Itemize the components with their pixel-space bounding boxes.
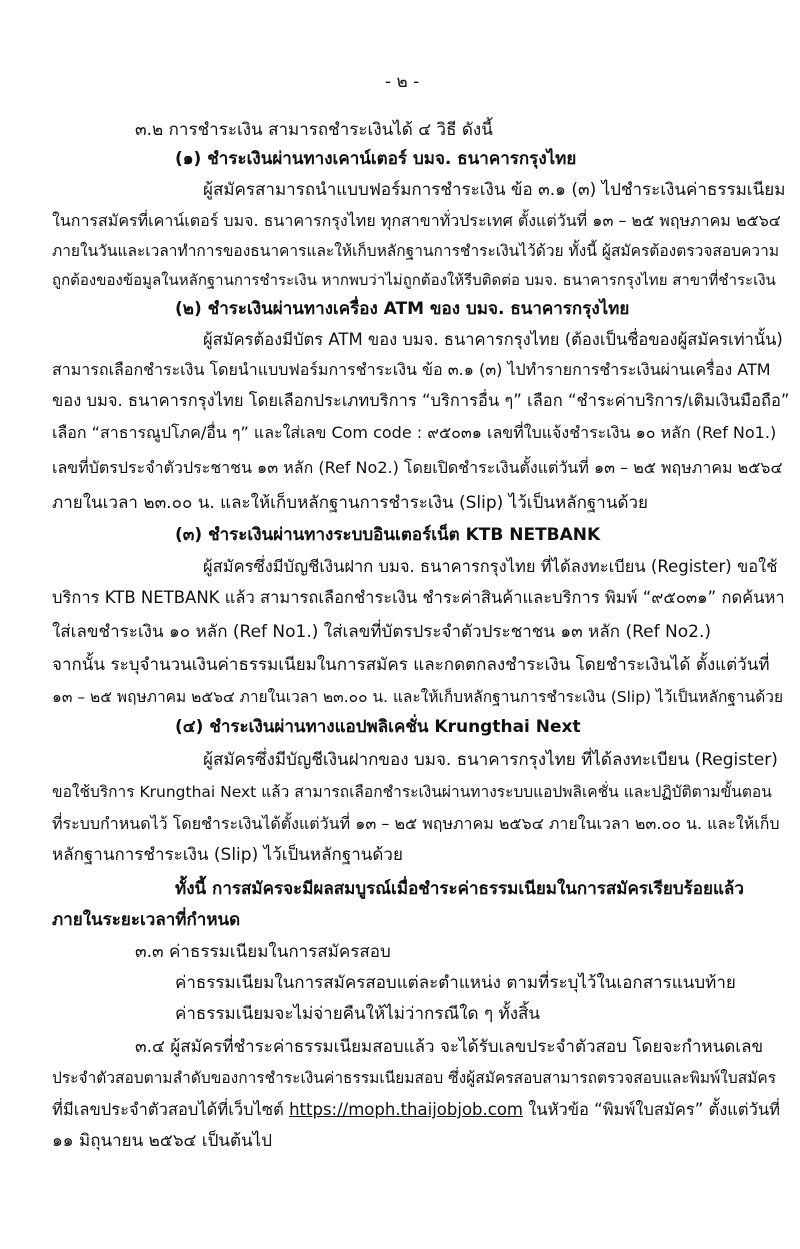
method-1-title: (๑) ชำระเงินผ่านทางเคาน์เตอร์ บมจ. ธนาคารกรุงไทย [175, 149, 577, 169]
section-3-3-line: ค่าธรรมเนียมจะไม่จ่ายคืนให้ไม่ว่ากรณีใด ๆ ทั้งสิ้น [175, 1004, 541, 1024]
method-4-line: ขอใช้บริการ Krungthai Next แล้ว สามารถเลือกชำระเงินผ่านทางระบบแอปพลิเคชั่น และปฏิบัติตามขั้นตอน [52, 783, 772, 801]
section-3-3-line: ค่าธรรมเนียมในการสมัครสอบแต่ละตำแหน่ง ตามที่ระบุไว้ในเอกสารแนบท้าย [175, 973, 736, 993]
method-2-line: เลือก “สาธารณูปโภค/อื่น ๆ” และใส่เลข Com code : ๙๕๐๓๑ เลขที่ใบแจ้งชำระเงิน ๑๐ หลัก (Ref No1.) [52, 423, 777, 442]
method-2-line: ของ บมจ. ธนาคารกรุงไทย โดยเลือกประเภทบริการ “บริการอื่น ๆ” เลือก “ชำระค่าบริการ/เติมเงินมือถือ” [52, 391, 790, 410]
website-label: ที่มีเลขประจำตัวสอบได้ที่เว็บไซต์ [52, 1100, 284, 1119]
section-3-4-line: ๑๑ มิถุนายน ๒๕๖๔ เป็นต้นไป [52, 1131, 272, 1151]
method-1-line: ภายในวันและเวลาทำการของธนาคารและให้เก็บหลักฐานการชำระเงินไว้ด้วย ทั้งนี้ ผู้สมัครต้องตรวจสอบความ [52, 242, 780, 260]
page-number: - ๒ - [385, 72, 420, 92]
section-3-3-heading: ๓.๓ ค่าธรรมเนียมในการสมัครสอบ [135, 942, 391, 962]
website-suffix: ในหัวข้อ “พิมพ์ใบสมัคร” ตั้งแต่วันที่ [528, 1100, 781, 1119]
section-3-4-line: ประจำตัวสอบตามลำดับของการชำระเงินค่าธรรมเนียมสอบ ซึ่งผู้สมัครสอบสามารถตรวจสอบและพิมพ์ใบสมัคร [52, 1069, 777, 1087]
method-4-line: หลักฐานการชำระเงิน (Slip) ไว้เป็นหลักฐานด้วย [52, 845, 403, 865]
method-4-title: (๔) ชำระเงินผ่านทางแอปพลิเคชั่น Krungthai Next [175, 717, 581, 737]
method-3-line: ผู้สมัครซึ่งมีบัญชีเงินฝาก บมจ. ธนาคารกรุงไทย ที่ได้ลงทะเบียน (Register) ขอใช้ [203, 557, 778, 576]
method-3-line: ใส่เลขชำระเงิน ๑๐ หลัก (Ref No1.) ใส่เลขที่บัตรประจำตัวประชาชน ๑๓ หลัก (Ref No2.) [52, 622, 711, 642]
method-2-line: ภายในเวลา ๒๓.๐๐ น. และให้เก็บหลักฐานการชำระเงิน (Slip) ไว้เป็นหลักฐานด้วย [52, 493, 649, 513]
method-3-line: จากนั้น ระบุจำนวนเงินค่าธรรมเนียมในการสมัคร และกดตกลงชำระเงิน โดยชำระเงินได้ ตั้งแต่วันที่ [52, 655, 770, 675]
method-1-line: ถูกต้องของข้อมูลในหลักฐานการชำระเงิน หากพบว่าไม่ถูกต้องให้รีบติดต่อ บมจ. ธนาคารกรุงไทย สาขาที่ชำระเงิน [52, 271, 776, 289]
website-link[interactable]: https://moph.thaijobjob.com [289, 1100, 523, 1119]
method-3-line: ๑๓ – ๒๕ พฤษภาคม ๒๕๖๔ ภายในเวลา ๒๓.๐๐ น. และให้เก็บหลักฐานการชำระเงิน (Slip) ไว้เป็นหลักฐานด้วย [52, 688, 784, 706]
method-3-title: (๓) ชำระเงินผ่านทางระบบอินเตอร์เน็ต KTB NETBANK [175, 525, 601, 545]
method-4-line: ที่ระบบกำหนดไว้ โดยชำระเงินได้ตั้งแต่วันที่ ๑๓ – ๒๕ พฤษภาคม ๒๕๖๔ ภายในเวลา ๒๓.๐๐ น. และให้เก็บ [52, 814, 780, 833]
method-3-line: บริการ KTB NETBANK แล้ว สามารถเลือกชำระเงิน ชำระค่าสินค้าและบริการ พิมพ์ “๙๕๐๓๑” กดค้นหา [52, 588, 785, 607]
section-3-4-line: ๓.๔ ผู้สมัครที่ชำระค่าธรรมเนียมสอบแล้ว จะได้รับเลขประจำตัวสอบ โดยจะกำหนดเลข [135, 1037, 764, 1057]
method-4-line: ผู้สมัครซึ่งมีบัญชีเงินฝากของ บมจ. ธนาคารกรุงไทย ที่ได้ลงทะเบียน (Register) [203, 750, 778, 770]
section-3-2-heading: ๓.๒ การชำระเงิน สามารถชำระเงินได้ ๔ วิธี ดังนี้ [135, 120, 493, 140]
method-2-line: สามารถเลือกชำระเงิน โดยนำแบบฟอร์มการชำระเงิน ข้อ ๓.๑ (๓) ไปทำรายการชำระเงินผ่านเครื่อง ATM [52, 360, 771, 379]
completion-note: ภายในระยะเวลาที่กำหนด [52, 910, 241, 930]
completion-note: ทั้งนี้ การสมัครจะมีผลสมบูรณ์เมื่อชำระค่าธรรมเนียมในการสมัครเรียบร้อยแล้ว [175, 879, 744, 899]
method-2-line: เลขที่บัตรประจำตัวประชาชน ๑๓ หลัก (Ref No2.) โดยเปิดชำระเงินตั้งแต่วันที่ ๑๓ – ๒๕ พฤษภาคม ๒๕๖๔ [52, 458, 783, 477]
method-1-line: ในการสมัครที่เคาน์เตอร์ บมจ. ธนาคารกรุงไทย ทุกสาขาทั่วประเทศ ตั้งแต่วันที่ ๑๓ – ๒๕ พฤษภาคม ๒๕๖๔ [52, 211, 781, 230]
method-2-title: (๒) ชำระเงินผ่านทางเครื่อง ATM ของ บมจ. ธนาคารกรุงไทย [175, 299, 630, 319]
section-3-4-line [52, 1099, 780, 1121]
method-2-line: ผู้สมัครต้องมีบัตร ATM ของ บมจ. ธนาคารกรุงไทย (ต้องเป็นชื่อของผู้สมัครเท่านั้น) [203, 330, 783, 349]
method-1-line: ผู้สมัครสามารถนำแบบฟอร์มการชำระเงิน ข้อ ๓.๑ (๓) ไปชำระเงินค่าธรรมเนียม [203, 180, 786, 200]
